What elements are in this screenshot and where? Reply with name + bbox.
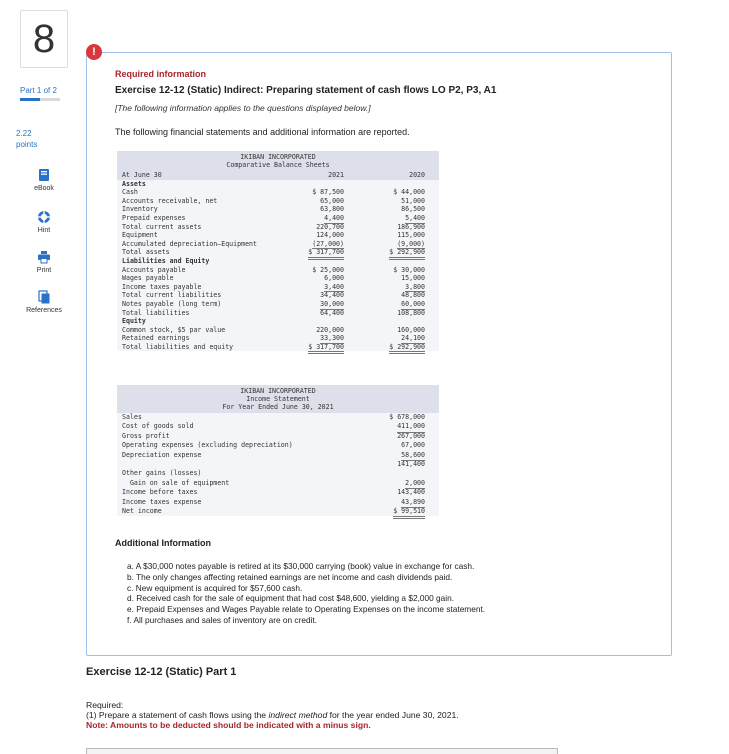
part-progress-fill — [20, 98, 40, 101]
balance-sheet-row — [117, 180, 439, 189]
value-2020: 5,400 — [405, 213, 425, 222]
income-statement-row — [117, 451, 439, 460]
row-value: $ 678,000 — [389, 413, 425, 421]
balance-sheet-header — [117, 151, 439, 171]
balance-sheet-row — [117, 197, 439, 206]
hint-label: Hint — [37, 227, 51, 234]
value-2021: 65,000 — [320, 196, 344, 205]
balance-sheet-row — [117, 326, 439, 335]
column-2021: 2021 — [328, 171, 344, 179]
balance-sheet-row — [117, 283, 439, 292]
value-2021: 3,400 — [324, 282, 344, 291]
row-label: Cost of goods sold — [122, 422, 194, 431]
row-label: Assets — [122, 179, 146, 188]
column-2020: 2020 — [409, 171, 425, 179]
row-value: 141,400 — [397, 459, 425, 468]
balance-sheet-row — [117, 266, 439, 275]
value-2021: $ 25,000 — [312, 265, 344, 274]
balance-sheet-row — [117, 343, 439, 352]
row-label: Prepaid expenses — [122, 213, 186, 222]
balance-sheet-row — [117, 214, 439, 223]
alert-icon: ! — [86, 44, 102, 60]
row-label: Net income — [122, 506, 162, 515]
value-2021: 4,400 — [324, 213, 344, 222]
question-number: 8 — [20, 10, 68, 68]
row-label: Total current assets — [122, 222, 202, 231]
income-statement-row — [117, 441, 439, 450]
row-label: Income before taxes — [122, 488, 198, 497]
required-instruction — [86, 710, 459, 720]
applies-note: [The following information applies to the questions displayed below.] — [115, 103, 371, 113]
value-2020: 186,900 — [397, 222, 425, 231]
row-label: Common stock, $5 par value — [122, 325, 226, 334]
value-2020: $ 44,000 — [393, 188, 425, 197]
row-value: 2,000 — [405, 479, 425, 489]
income-statement-header — [117, 385, 439, 413]
points-label: points — [16, 140, 38, 149]
print-icon — [37, 250, 51, 264]
print-label: Print — [36, 267, 52, 274]
value-2020: 3,800 — [405, 282, 425, 291]
row-label: Total liabilities and equity — [122, 342, 234, 351]
additional-item: f. All purchases and sales of inventory are on credit. — [127, 614, 318, 625]
required-method: indirect method — [268, 710, 328, 720]
income-statement-row — [117, 498, 439, 507]
balance-sheet-row — [117, 309, 439, 318]
row-value: 267,000 — [397, 431, 425, 440]
row-label: Gross profit — [122, 431, 170, 440]
row-value: 143,400 — [397, 488, 425, 497]
hint-icon — [37, 210, 51, 224]
row-value: $ 99,510 — [393, 507, 425, 519]
additional-item: b. The only changes affecting retained earnings are net income and cash dividends paid. — [127, 571, 453, 582]
additional-item: c. New equipment is acquired for $57,600 cash. — [127, 582, 303, 593]
income-statement-company: IKIBAN INCORPORATED — [240, 387, 316, 395]
balance-sheet-row — [117, 248, 439, 257]
balance-sheet-row — [117, 240, 439, 249]
value-2020: $ 292,900 — [389, 343, 425, 355]
value-2020: 15,000 — [401, 274, 425, 283]
value-2020: 86,500 — [401, 205, 425, 214]
value-2020: (9,000) — [397, 239, 425, 248]
required-section — [86, 700, 459, 730]
row-label: Inventory — [122, 205, 158, 214]
row-label: Sales — [122, 413, 142, 421]
income-statement-rows — [117, 413, 439, 516]
part-progress-bar — [20, 98, 60, 101]
income-statement-row — [117, 488, 439, 497]
balance-sheet-row — [117, 317, 439, 326]
value-2021: 30,000 — [320, 299, 344, 308]
additional-information-list — [127, 561, 485, 626]
row-value: 411,000 — [397, 422, 425, 432]
row-label: Gain on sale of equipment — [122, 478, 230, 487]
row-label: Equipment — [122, 231, 158, 240]
value-2020: 60,000 — [401, 299, 425, 308]
balance-sheet-title: Comparative Balance Sheets — [226, 161, 330, 169]
row-label: Total current liabilities — [122, 291, 222, 300]
value-2021: $ 317,700 — [308, 248, 344, 260]
ebook-label: eBook — [34, 185, 54, 192]
column-label: At June 30 — [122, 171, 162, 179]
references-label: References — [26, 307, 62, 314]
balance-sheet-row — [117, 223, 439, 232]
income-statement-row — [117, 507, 439, 516]
income-statement-title: Income Statement — [246, 395, 310, 403]
left-rail — [0, 0, 80, 754]
additional-item: e. Prepaid Expenses and Wages Payable relate to Operating Expenses on the income statement. — [127, 604, 486, 615]
value-2020: 108,800 — [397, 308, 425, 317]
row-label: Operating expenses (excluding depreciation) — [122, 441, 293, 450]
balance-sheet-row — [117, 188, 439, 197]
income-statement-row — [117, 460, 439, 469]
intro-text: The following financial statements and additional information are reported. — [115, 127, 410, 137]
value-2021: 63,800 — [320, 205, 344, 214]
row-label: Income taxes payable — [122, 282, 202, 291]
value-2020: $ 30,000 — [393, 265, 425, 274]
balance-sheet-row — [117, 257, 439, 266]
balance-sheet-row — [117, 334, 439, 343]
row-label: Depreciation expense — [122, 450, 202, 459]
balance-sheet-row — [117, 205, 439, 214]
row-value: 43,890 — [401, 498, 425, 508]
row-label: Accounts payable — [122, 265, 186, 274]
value-2021: $ 317,700 — [308, 343, 344, 355]
row-label: Total liabilities — [122, 308, 190, 317]
balance-sheet-company: IKIBAN INCORPORATED — [240, 153, 316, 161]
required-note: Note: Amounts to be deducted should be indicated with a minus sign. — [86, 720, 371, 730]
row-label: Accounts receivable, net — [122, 196, 218, 205]
balance-sheet-rows — [117, 180, 439, 352]
row-value: 67,000 — [401, 441, 425, 450]
value-2021: 64,400 — [320, 308, 344, 317]
required-information-heading: Required information — [115, 69, 207, 79]
row-value: 58,600 — [401, 451, 425, 461]
income-statement-row — [117, 479, 439, 488]
required-post: for the year ended June 30, 2021. — [327, 710, 459, 720]
value-2020: 48,800 — [401, 291, 425, 300]
income-statement-row — [117, 469, 439, 478]
exercise-title: Exercise 12-12 (Static) Indirect: Preparing statement of cash flows LO P2, P3, A1 — [115, 85, 497, 96]
row-label: Cash — [122, 188, 138, 197]
value-2020: 115,000 — [397, 231, 425, 240]
value-2021: (27,000) — [312, 239, 344, 248]
required-pre: (1) Prepare a statement of cash flows using the — [86, 710, 269, 720]
income-statement-row — [117, 413, 439, 422]
balance-sheet-row — [117, 231, 439, 240]
value-2021: 220,000 — [316, 325, 344, 334]
row-label: Liabilities and Equity — [122, 256, 210, 265]
balance-sheet-row — [117, 274, 439, 283]
income-statement-row — [117, 422, 439, 431]
row-label: Wages payable — [122, 274, 174, 283]
value-2020: 24,100 — [401, 334, 425, 343]
additional-item: d. Received cash for the sale of equipment that had cost $48,600, yielding a $2,000 gain. — [127, 593, 455, 604]
value-2021: 33,300 — [320, 334, 344, 343]
part-title: Exercise 12-12 (Static) Part 1 — [86, 666, 237, 678]
balance-sheet-column-header — [117, 171, 439, 180]
balance-sheet-row — [117, 300, 439, 309]
value-2021: $ 87,500 — [312, 188, 344, 197]
value-2020: 160,000 — [397, 325, 425, 334]
points-display — [16, 128, 37, 150]
row-label: Retained earnings — [122, 334, 190, 343]
references-icon — [37, 290, 51, 304]
row-label: Notes payable (long term) — [122, 299, 222, 308]
value-2020: 51,000 — [401, 196, 425, 205]
question-card — [86, 52, 672, 656]
income-statement-period: For Year Ended June 30, 2021 — [222, 403, 334, 411]
print-button[interactable] — [26, 250, 62, 274]
row-label: Total assets — [122, 248, 170, 257]
row-label: Equity — [122, 317, 146, 326]
part-indicator[interactable]: Part 1 of 2 — [20, 86, 57, 95]
book-icon — [37, 168, 51, 182]
additional-item: a. A $30,000 notes payable is retired at its $30,000 carrying (book) value in exchange for cash. — [127, 561, 475, 571]
value-2021: 34,400 — [320, 291, 344, 300]
income-statement — [117, 385, 439, 516]
row-label: Accumulated depreciation—Equipment — [122, 239, 257, 248]
income-statement-row — [117, 432, 439, 441]
required-label: Required: — [86, 700, 124, 710]
references-button[interactable] — [26, 290, 62, 314]
ebook-button[interactable] — [26, 168, 62, 192]
value-2020: $ 292,900 — [389, 248, 425, 260]
value-2021: 124,000 — [316, 231, 344, 240]
hint-button[interactable] — [26, 210, 62, 234]
balance-sheet-row — [117, 291, 439, 300]
row-label: Other gains (losses) — [122, 469, 202, 478]
balance-sheet — [117, 151, 439, 351]
points-value: 2.22 — [16, 129, 32, 138]
additional-information-heading: Additional Information — [115, 538, 211, 548]
row-label: Income taxes expense — [122, 497, 202, 506]
answer-table-top — [86, 748, 558, 754]
value-2021: 220,700 — [316, 222, 344, 231]
value-2021: 6,000 — [324, 274, 344, 283]
